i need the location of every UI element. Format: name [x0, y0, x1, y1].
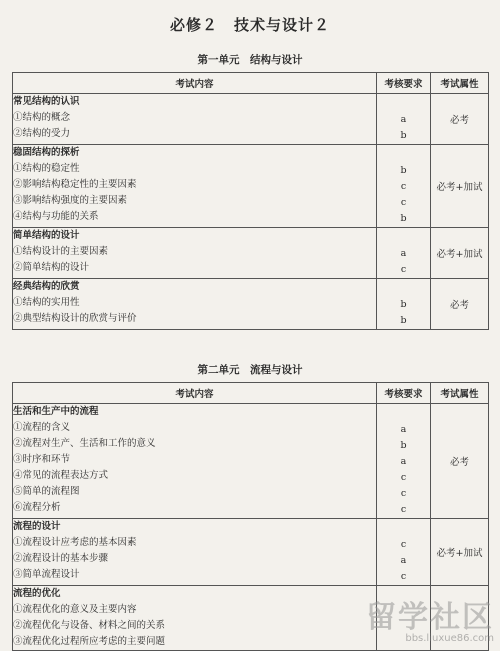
topic-item: ②简单结构的设计: [13, 262, 90, 273]
topic-item: ⑥流程分析: [13, 502, 61, 513]
requirement-level: c: [400, 488, 407, 499]
topic-title: 简单结构的设计: [13, 230, 80, 241]
topic-item: ③影响结构强度的主要因素: [13, 195, 128, 206]
requirement-level: c: [400, 264, 407, 275]
attribute-cell: 必考+加试: [431, 145, 489, 228]
topic-title: 稳固结构的探析: [13, 147, 80, 158]
topic-row: [13, 404, 489, 519]
topic-item: ②影响结构稳定性的主要因素: [13, 179, 137, 190]
header-content: 考试内容: [13, 73, 377, 94]
requirement-level: c: [400, 181, 407, 192]
unit-1-title: 第一单元 结构与设计: [197, 54, 303, 66]
topic-title: 流程的优化: [13, 588, 61, 599]
requirement-level: a: [400, 456, 407, 467]
requirement-level: a: [400, 555, 407, 566]
topic-title: 流程的设计: [13, 521, 61, 532]
topic-item: ②流程设计的基本步骤: [13, 553, 109, 564]
topic-content: [13, 94, 377, 145]
topic-content: [13, 586, 377, 651]
requirement-level: c: [400, 539, 407, 550]
topic-title: 生活和生产中的流程: [13, 406, 99, 417]
requirement-level: c: [400, 571, 407, 582]
topic-item: ①结构的概念: [13, 112, 71, 123]
requirement-level: b: [400, 165, 407, 176]
topic-item: ①结构的实用性: [13, 297, 80, 308]
topic-item: ③简单流程设计: [13, 569, 80, 580]
topic-content: [13, 145, 377, 228]
topic-item: ⑤简单的流程图: [13, 486, 80, 497]
requirement-cell: [377, 145, 431, 228]
requirement-level: b: [400, 315, 407, 326]
attribute-cell: 必考: [431, 94, 489, 145]
requirement-level: b: [400, 299, 407, 310]
header-attribute: 考试属性: [431, 383, 489, 404]
requirement-level: a: [400, 424, 407, 435]
requirement-level: b: [400, 213, 407, 224]
header-requirement: 考核要求: [377, 73, 431, 94]
topic-item: ②结构的受力: [13, 128, 71, 139]
requirement-level: b: [400, 130, 407, 141]
header-requirement: 考核要求: [377, 383, 431, 404]
attribute-cell: 必考+加试: [431, 519, 489, 586]
unit-2-title: 第二单元 流程与设计: [197, 364, 303, 376]
topic-item: ①结构的稳定性: [13, 163, 80, 174]
topic-row: [13, 94, 489, 145]
requirement-level: a: [400, 114, 407, 125]
topic-item: ①流程设计应考虑的基本因素: [13, 537, 137, 548]
topic-item: ②流程对生产、生活和工作的意义: [13, 438, 156, 449]
watermark-logo: 留学社区: [366, 600, 494, 635]
topic-item: ②典型结构设计的欣赏与评价: [13, 313, 137, 324]
topic-content: [13, 404, 377, 519]
topic-item: ②流程优化与设备、材料之间的关系: [13, 620, 166, 631]
topic-item: ③时序和环节: [13, 454, 71, 465]
requirement-level: c: [400, 472, 407, 483]
watermark-url: bbs.liuxue86.com: [405, 633, 494, 644]
attribute-cell: 必考: [431, 279, 489, 330]
table-header-row: [13, 383, 489, 404]
topic-title: 经典结构的欣赏: [13, 281, 80, 292]
header-attribute: 考试属性: [431, 73, 489, 94]
requirement-level: b: [400, 440, 407, 451]
topic-row: [13, 228, 489, 279]
topic-row: [13, 279, 489, 330]
topic-row: [13, 519, 489, 586]
topic-item: ①流程优化的意义及主要内容: [13, 604, 137, 615]
page-title: 必修２ 技术与设计２: [169, 16, 330, 34]
topic-content: [13, 228, 377, 279]
topic-content: [13, 279, 377, 330]
topic-title: 常见结构的认识: [13, 96, 80, 107]
requirement-level: c: [400, 504, 407, 515]
topic-content: [13, 519, 377, 586]
header-content: 考试内容: [13, 383, 377, 404]
site-watermark: [366, 600, 494, 644]
requirement-level: a: [400, 248, 407, 259]
topic-row: [13, 145, 489, 228]
topic-item: ③流程优化过程所应考虑的主要问题: [13, 636, 166, 647]
topic-item: ①流程的含义: [13, 422, 71, 433]
requirement-cell: [377, 228, 431, 279]
attribute-cell: 必考+加试: [431, 228, 489, 279]
requirement-cell: [377, 404, 431, 519]
topic-item: ①结构设计的主要因素: [13, 246, 109, 257]
topic-item: ④结构与功能的关系: [13, 211, 99, 222]
attribute-cell: 必考: [431, 404, 489, 519]
topic-item: ④常见的流程表达方式: [13, 470, 109, 481]
requirement-cell: [377, 519, 431, 586]
requirement-cell: [377, 279, 431, 330]
requirement-cell: [377, 94, 431, 145]
requirement-level: c: [400, 197, 407, 208]
unit-1-table: [12, 72, 489, 330]
table-header-row: [13, 73, 489, 94]
